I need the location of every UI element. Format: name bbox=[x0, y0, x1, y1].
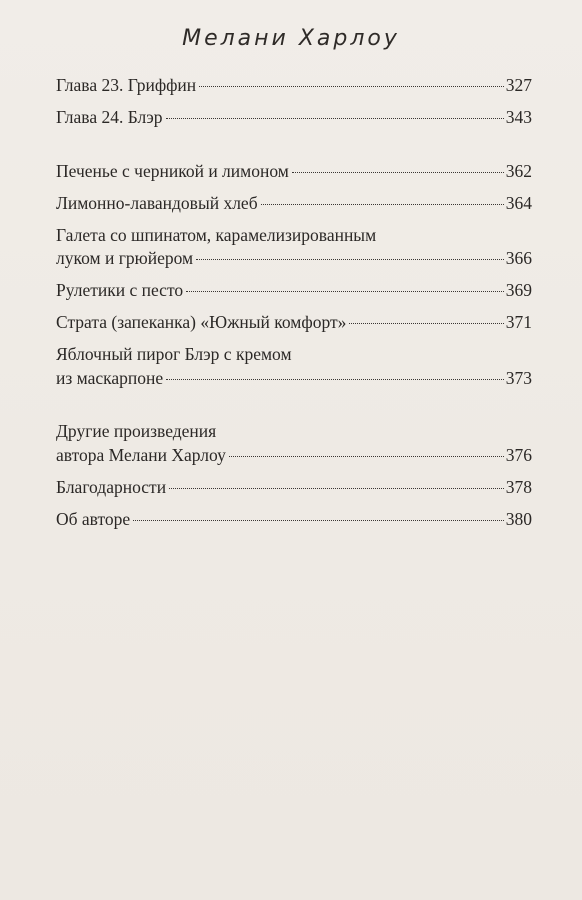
dot-leader bbox=[166, 379, 504, 380]
toc-entry-title: Лимонно-лавандовый хлеб bbox=[56, 192, 258, 213]
toc-group-chapters bbox=[56, 74, 532, 130]
dot-leader bbox=[196, 259, 504, 260]
dot-leader bbox=[292, 172, 504, 173]
toc-entry-title: Благодарности bbox=[56, 476, 167, 497]
toc-group-recipes bbox=[56, 160, 532, 391]
toc-entry-title: из маскарпоне bbox=[56, 367, 164, 388]
toc-entry-title-line1: Яблочный пирог Блэр с кремом bbox=[56, 344, 292, 364]
toc-group-backmatter bbox=[56, 420, 532, 531]
toc-entry-page: 364 bbox=[505, 192, 532, 213]
toc-entry-page: 327 bbox=[505, 75, 532, 95]
toc-entry-acknowledgements bbox=[56, 476, 532, 500]
toc-entry-page: 380 bbox=[505, 508, 532, 529]
toc-entry-page: 371 bbox=[505, 312, 532, 332]
toc-entry-about-author bbox=[56, 508, 532, 532]
toc-entry-other-works bbox=[56, 420, 532, 467]
toc-entry-title: автора Мелани Харлоу bbox=[56, 444, 226, 465]
dot-leader bbox=[133, 520, 504, 521]
dot-leader bbox=[229, 456, 504, 457]
dot-leader bbox=[166, 118, 504, 119]
toc-entry-page: 362 bbox=[505, 160, 532, 181]
toc-entry-title-line1: Галета со шпинатом, карамелизированным bbox=[56, 224, 377, 245]
toc-entry-page: 343 bbox=[505, 107, 532, 127]
toc-entry-recipe-bread bbox=[56, 192, 532, 216]
toc-entry-title: Страта (запеканка) «Южный комфорт» bbox=[56, 312, 347, 332]
dot-leader bbox=[261, 204, 504, 205]
toc-entry-title: Печенье с черникой и лимоном bbox=[56, 160, 289, 181]
toc-entry-title-line1: Другие произведения bbox=[56, 421, 217, 441]
toc-entry-recipe-strata bbox=[56, 311, 532, 335]
toc-entry-title: Об авторе bbox=[56, 508, 131, 529]
table-of-contents bbox=[56, 74, 532, 540]
toc-entry-recipe-cookies bbox=[56, 160, 532, 184]
toc-entry-page: 378 bbox=[505, 476, 532, 497]
toc-entry-recipe-rolls bbox=[56, 279, 532, 303]
dot-leader bbox=[349, 323, 503, 324]
toc-entry-chapter-23 bbox=[56, 74, 532, 98]
toc-entry-title: луком и грюйером bbox=[56, 248, 194, 268]
toc-entry-recipe-galette bbox=[56, 224, 532, 271]
toc-entry-title: Глава 24. Блэр bbox=[56, 107, 163, 127]
toc-entry-page: 373 bbox=[505, 367, 532, 388]
dot-leader bbox=[186, 291, 504, 292]
toc-entry-title: Рулетики с песто bbox=[56, 280, 184, 300]
toc-entry-chapter-24 bbox=[56, 106, 532, 130]
toc-entry-page: 369 bbox=[505, 280, 532, 300]
toc-entry-recipe-apple-pie bbox=[56, 343, 532, 390]
toc-entry-page: 366 bbox=[505, 248, 532, 268]
dot-leader bbox=[199, 86, 504, 87]
toc-entry-page: 376 bbox=[505, 444, 532, 465]
running-head-author: Мелани Харлоу bbox=[182, 26, 400, 51]
toc-entry-title: Глава 23. Гриффин bbox=[56, 75, 197, 95]
dot-leader bbox=[169, 488, 504, 489]
